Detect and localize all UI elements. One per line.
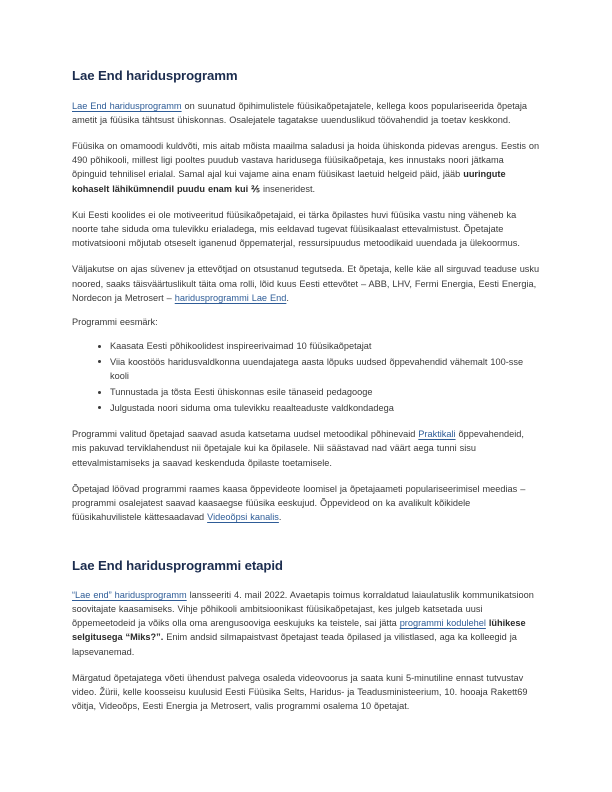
link-haridusprogrammi-lae-end[interactable]: haridusprogrammi Lae End (174, 292, 287, 303)
emphasis-uuringute: uuringute kohaselt lähikümnendil puudu enam kui ⅖ (72, 169, 506, 194)
list-item: Viia koostöös haridusvaldkonna uuendajatega aasta lõpuks uudsed õppevahendid vähemalt 100-sse kooli (110, 355, 540, 384)
emphasis-luhikese-selgitusega: lühikese selgitusega “Miks?”. (72, 618, 526, 643)
paragraph-valjakutse-before: Väljakutse on ajas süvenev ja ettevõtjad on otsustanud tegutseda. Et õpetaja, kelle käe all sirguvad teaduse usku noored, saaks täisväärtuslikult täita oma rolli, lõid kuus Eesti ettevõtet – ABB, LHV, Fermi Energia, Eesti Energia, Nordecon ja Metrosert – (72, 264, 540, 303)
paragraph-fyysika-after: inseneridest. (260, 183, 316, 194)
paragraph-etapid-intro (72, 588, 540, 659)
paragraph-praktikal-after: õppevahendeid, mis pakuvad terviklahendust nii õpetajale kui ka õpilasele. Nii säästavad nad väärt aega tunni sisu ettevalmistamiseks ja saavad keskenduda õpilaste toetamisele. (72, 429, 524, 468)
paragraph-oppevideod-after: . (278, 512, 282, 523)
list-item: Julgustada noori siduma oma tulevikku reaalteaduste valdkondadega (110, 401, 540, 416)
paragraph-oppevideod-before: Õpetajad löövad programmi raames kaasa õppevideote loomisel ja õpetajaameti populariseerimisel meedias – programmi osalejatest saavad kaasaegse füüsika eeskujud. Õppevideod on ka avalikult kõikidele füüsikahuvilistele kättesaadavad (72, 483, 526, 523)
paragraph-praktikal-before: Programmi valitud õpetajad saavad asuda katsetama uudsel metoodikal põhinevaid (72, 429, 419, 440)
paragraph-etapid-after: Enim andsid silmapaistvast õpetajast teada õpilased ja vilistlased, aga ka kolleegid ja lapsevanemad. (72, 632, 517, 657)
paragraph-etapid-mid: lansseeriti 4. mail 2022. Avaetapis toimus korraldatud laiaulatuslik kommunikatsioon soovitajate kaasamiseks. Vihje põhikooli ambitsioonikast füüsikaõpetajast, kes julgeb katsetada uusi õppemeetodeid ja võiks olla oma arengusooviga eeskujuks ka teistele, sai jätta (72, 589, 534, 629)
link-programmi-kodulehel[interactable]: programmi kodulehel (399, 618, 486, 629)
paragraph-motivatsioon: Kui Eesti koolides ei ole motiveeritud füüsikaõpetajaid, ei tärka õpilastes huvi füüsika vastu ning väheneb ka noorte tahe siduda oma tulevikku erialadega, mis eeldavad tugevat füüsikaalast ettevalmistust. Õpetajate motivatsiooni mõjutab otseselt iganenud õppematerjal, ressursipuudus metoodikaid uuendada ja ülekoormus. (72, 209, 520, 249)
link-praktikali[interactable]: Praktikali (418, 429, 456, 440)
paragraph-valjakutse (72, 262, 540, 305)
paragraph-valjakutse-after: . (286, 292, 289, 303)
paragraph-fyysika-before: Füüsika on omamoodi kuldvõti, mis aitab mõista maailma saladusi ja hoida ühiskonda pidevas arengus. Eestis on 490 põhikooli, millest ligi pooltes puudub vastava haridusega füüsikaõpetaja, kes innustaks noori jätkama õpinguid tehnilisel erialal. Samal ajal kui vajame aina enam füüsikast laetuid helgeid päid, jääb (72, 140, 540, 180)
paragraph-praktikal (72, 427, 540, 470)
paragraph-oppevideod (72, 482, 540, 525)
paragraph-intro (72, 99, 540, 127)
page-title-section2: Lae End haridusprogrammi etapid (72, 558, 283, 574)
link-videoopsi-kanalis[interactable]: Videoõpsi kanalis (207, 512, 279, 523)
list-item: Tunnustada ja tõsta Eesti ühiskonnas esile tänaseid pedagooge (110, 385, 540, 400)
goals-intro: Programmi eesmärk: (72, 316, 158, 327)
link-lae-end-haridusprogramm-quoted[interactable]: “Lae end” haridusprogramm (72, 589, 187, 600)
paragraph-zyrii: Märgatud õpetajatega võeti ühendust palvega osaleda videovoorus ja saata kuni 5-minutiline ennast tutvustav video. Žürii, kelle koosseisu kuulusid Eesti Füüsika Selts, Haridus- ja Teadusministeerium, 10. hooaja Rakett69 võitja, Videoõps, Eesti Energia ja Metrosert, valis programmi osalema 10 õpetajat. (72, 672, 528, 712)
page-title-section1: Lae End haridusprogramm (72, 68, 238, 83)
paragraph-fyysika (72, 139, 540, 196)
paragraph-intro-text: on suunatud õpihimulistele füüsikaõpetajatele, kellega koos populariseerida õpetaja ametit ja füüsika tähtsust ühiskonnas. Osalejatele tagatakse uuenduslikud töövahendid ja toetav keskkond. (72, 100, 528, 125)
list-item: Kaasata Eesti põhikoolidest inspireerivaimad 10 füüsikaõpetajat (110, 339, 540, 354)
goals-list (72, 339, 540, 415)
link-lae-end-haridusprogramm[interactable]: Lae End haridusprogramm (72, 100, 182, 111)
